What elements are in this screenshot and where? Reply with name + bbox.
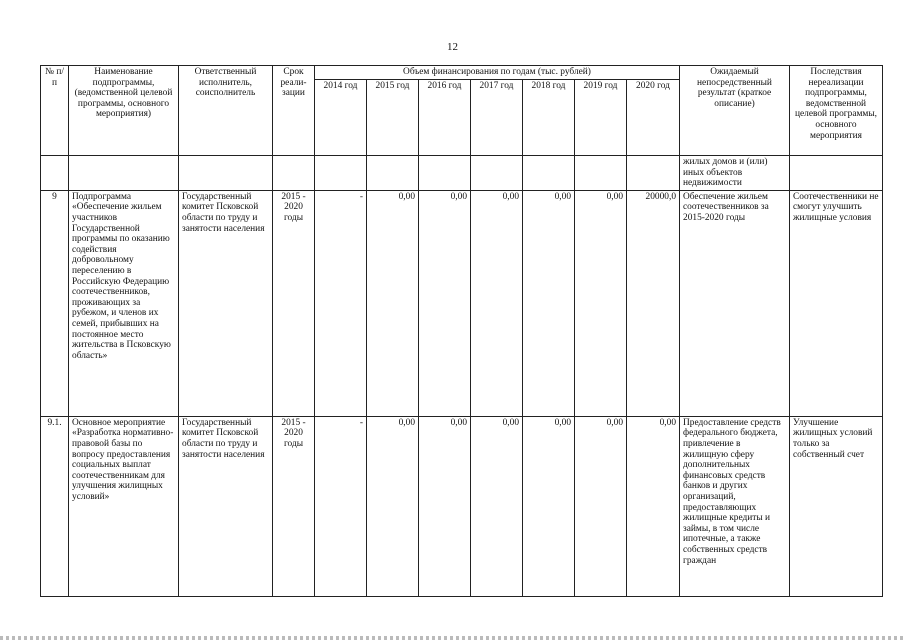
row-consequences <box>790 156 883 191</box>
header-responsible: Ответственный исполнитель, соисполнитель <box>179 66 273 156</box>
row-term: 2015 - 2020 годы <box>273 416 315 596</box>
scan-edge-divider <box>0 636 905 640</box>
row-value: 0,00 <box>575 416 627 596</box>
row-value: 0,00 <box>471 416 523 596</box>
row-value <box>523 156 575 191</box>
table-row <box>41 190 883 416</box>
row-consequences: Улучшение жилищных условий только за собственный счет <box>790 416 883 596</box>
row-name <box>69 156 179 191</box>
header-name: Наименование подпрограммы, (ведомственной целевой программы, основного мероприятия) <box>69 66 179 156</box>
header-year: 2019 год <box>575 80 627 156</box>
row-value: 0,00 <box>367 190 419 416</box>
financing-table <box>40 65 883 597</box>
header-year: 2014 год <box>315 80 367 156</box>
row-term: 2015 - 2020 годы <box>273 190 315 416</box>
row-num: 9 <box>41 190 69 416</box>
row-name: Подпрограмма «Обеспечение жильем участников Государственной программы по оказанию содействия добровольному переселению в Российскую Федерацию соотечественников, проживающих за рубежом, и членов их семей, прибывших на постоянное место жительства в Псковскую область» <box>69 190 179 416</box>
row-result: жилых домов и (или) иных объектов недвижимости <box>680 156 790 191</box>
header-year: 2017 год <box>471 80 523 156</box>
row-value: 0,00 <box>523 190 575 416</box>
table-row <box>41 416 883 596</box>
header-year: 2020 год <box>627 80 680 156</box>
header-funding: Объем финансирования по годам (тыс. рублей) <box>315 66 680 80</box>
row-responsible <box>179 156 273 191</box>
row-name: Основное мероприятие «Разработка нормативно-правовой базы по вопросу предоставления социальных выплат соотечественникам для улучшения жилищных условий» <box>69 416 179 596</box>
row-value: 0,00 <box>523 416 575 596</box>
row-term <box>273 156 315 191</box>
row-value <box>575 156 627 191</box>
row-responsible: Государственный комитет Псковской области по труду и занятости населения <box>179 190 273 416</box>
row-num <box>41 156 69 191</box>
row-value <box>367 156 419 191</box>
row-num: 9.1. <box>41 416 69 596</box>
row-value: 0,00 <box>367 416 419 596</box>
table-row <box>41 156 883 191</box>
row-value: 0,00 <box>471 190 523 416</box>
header-consequences: Последствия нереализации подпрограммы, ведомственной целевой программы, основного мероприятия <box>790 66 883 156</box>
row-value: 0,00 <box>627 416 680 596</box>
row-value: 0,00 <box>575 190 627 416</box>
header-result: Ожидаемый непосредственный результат (краткое описание) <box>680 66 790 156</box>
row-value <box>627 156 680 191</box>
header-num: № п/п <box>41 66 69 156</box>
header-year: 2015 год <box>367 80 419 156</box>
row-consequences: Соотечественники не смогут улучшить жилищные условия <box>790 190 883 416</box>
header-year: 2016 год <box>419 80 471 156</box>
row-result: Обеспечение жильем соотечественников за 2015-2020 годы <box>680 190 790 416</box>
row-value <box>419 156 471 191</box>
row-value <box>471 156 523 191</box>
row-result: Предоставление средств федерального бюджета, привлечение в жилищную сферу дополнительных финансовых средств банков и других организаций, предоставляющих жилищные кредиты и займы, в том числе ипотечные, а также собственных средств граждан <box>680 416 790 596</box>
header-year: 2018 год <box>523 80 575 156</box>
row-value: - <box>315 190 367 416</box>
row-value: - <box>315 416 367 596</box>
row-value <box>315 156 367 191</box>
page-number: 12 <box>447 41 458 53</box>
row-value: 0,00 <box>419 416 471 596</box>
row-responsible: Государственный комитет Псковской области по труду и занятости населения <box>179 416 273 596</box>
row-value: 20000,0 <box>627 190 680 416</box>
header-term: Срок реали-зации <box>273 66 315 156</box>
row-value: 0,00 <box>419 190 471 416</box>
